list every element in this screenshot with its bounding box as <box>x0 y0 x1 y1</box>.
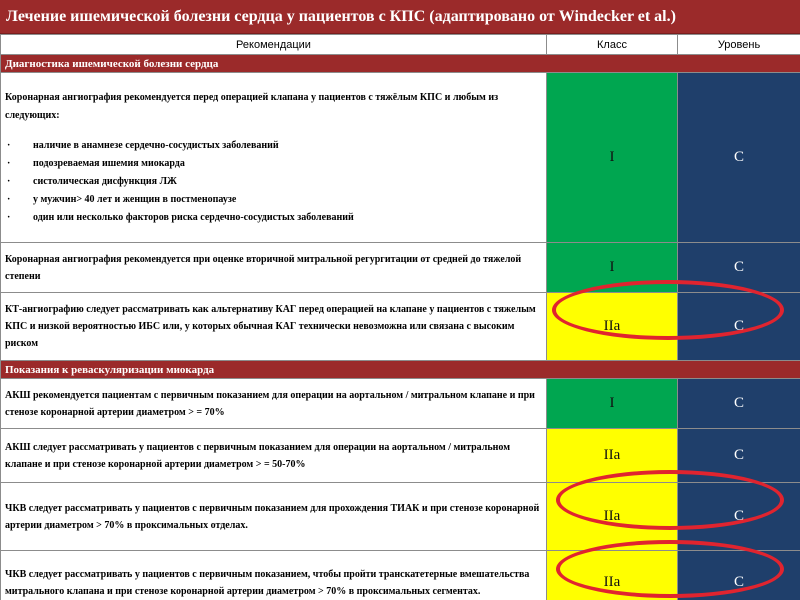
list-item: · один или несколько факторов риска сердечно-сосудистых заболеваний <box>5 209 542 227</box>
recommendation-text: Коронарная ангиография рекомендуется при оценке вторичной митральной регургитации от средней до тяжелой степени <box>1 243 547 293</box>
header-class: Класс <box>547 35 678 55</box>
level-badge: C <box>678 483 800 551</box>
slide-title: Лечение ишемической болезни сердца у пациентов с КПС (адаптировано от Windecker et al.) <box>0 0 800 34</box>
class-badge: IIa <box>547 429 678 483</box>
recommendation-text: Коронарная ангиография рекомендуется перед операцией клапана у пациентов с тяжёлым КПС и любым из следующих: <box>5 91 499 121</box>
header-recommendations: Рекомендации <box>1 35 547 55</box>
class-badge: IIa <box>547 483 678 551</box>
recommendation-text: ЧКВ следует рассматривать у пациентов с первичным показанием для прохождения ТИАК и при стенозе коронарной артерии диаметром > 70% в проксимальных отделах. <box>1 483 547 551</box>
level-badge: C <box>678 429 800 483</box>
section-title: Показания к реваскуляризации миокарда <box>1 361 800 379</box>
recommendation-text: АКШ следует рассматривать у пациентов с первичным показанием для операции на аортальном / митральном клапане и при стенозе коронарной артерии диаметром > = 50-70% <box>1 429 547 483</box>
class-badge: I <box>547 243 678 293</box>
criteria-list <box>5 137 542 227</box>
section-row <box>1 55 800 73</box>
class-badge: IIa <box>547 293 678 361</box>
level-badge: C <box>678 379 800 429</box>
class-badge: I <box>547 73 678 243</box>
list-item: · у мужчин> 40 лет и женщин в постменопаузе <box>5 191 542 209</box>
table-row <box>1 243 800 293</box>
recommendations-table <box>0 34 800 600</box>
recommendation-cell <box>1 73 547 243</box>
section-title: Диагностика ишемической болезни сердца <box>1 55 800 73</box>
level-badge: C <box>678 73 800 243</box>
table-header-row <box>1 35 800 55</box>
list-item: · систолическая дисфункция ЛЖ <box>5 173 542 191</box>
table-row <box>1 379 800 429</box>
level-badge: C <box>678 551 800 600</box>
level-badge: C <box>678 243 800 293</box>
section-row <box>1 361 800 379</box>
recommendation-text: АКШ рекомендуется пациентам с первичным показанием для операции на аортальном / митральном клапане и при стенозе коронарной артерии диаметром > = 70% <box>1 379 547 429</box>
table-row <box>1 293 800 361</box>
table-row <box>1 483 800 551</box>
class-badge: I <box>547 379 678 429</box>
header-level: Уровень <box>678 35 800 55</box>
table-row <box>1 429 800 483</box>
recommendation-text: ЧКВ следует рассматривать у пациентов с первичным показанием, чтобы пройти транскатетерные вмешательства митрального клапана и при стенозе коронарной артерии диаметром > 70% в проксимальных сегментах. <box>1 551 547 600</box>
list-item: · наличие в анамнезе сердечно-сосудистых заболеваний <box>5 137 542 155</box>
table-row <box>1 551 800 600</box>
list-item: · подозреваемая ишемия миокарда <box>5 155 542 173</box>
class-badge: IIa <box>547 551 678 600</box>
level-badge: C <box>678 293 800 361</box>
recommendation-text: КТ-ангиографию следует рассматривать как альтернативу КАГ перед операцией на клапане у пациентов с тяжелым КПС и низкой вероятностью ИБС или, у которых обычная КАГ технически невозможна или связана с высоким риском <box>1 293 547 361</box>
table-row <box>1 73 800 243</box>
